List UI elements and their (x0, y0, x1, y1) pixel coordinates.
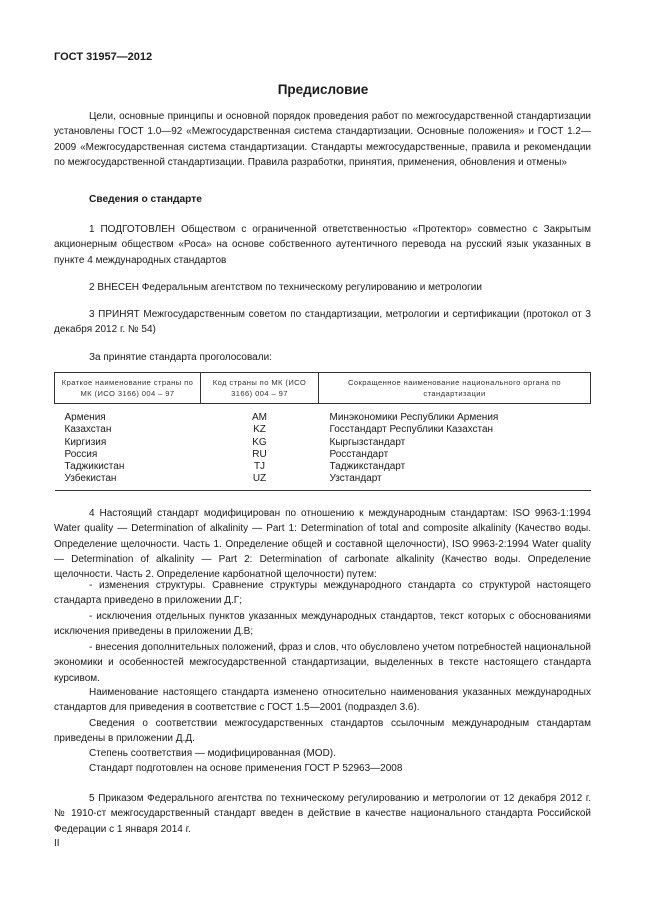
code-cell: TJ (253, 461, 266, 473)
item-5-paragraph: 5 Приказом Федерального агентства по техническому регулированию и метрологии от 12 декабря 2012 г. № 1910-ст межгосударственный стандарт введен в действие в качестве национального стандарта Российской Федерации с 1 января 2014 г. (54, 793, 591, 835)
table-row (55, 449, 591, 461)
table-row (55, 412, 591, 424)
name-change-paragraph: Наименование настоящего стандарта изменено относительно наименования указанных международных стандартов для приведения в соответствие с ГОСТ 1.5—2001 (подраздел 3.6). (54, 687, 591, 714)
country-cell: Киргизия (64, 436, 107, 448)
code-cell: KG (252, 436, 267, 448)
code-cell: UZ (252, 473, 267, 485)
modification-bullet-exclusion: - исключения отдельных пунктов указанных международных стандартов, текст которых с обоснованиями исключения приведены в приложении Д.В; (54, 611, 591, 638)
basis-line: Стандарт подготовлен на основе применения ГОСТ Р 52963—2008 (89, 763, 403, 774)
section-heading: Сведения о стандарте (89, 194, 202, 205)
body-cell: Кыргызстандарт (329, 436, 406, 448)
page-title: Предисловие (277, 82, 369, 97)
item-1-paragraph: 1 ПОДГОТОВЛЕН Обществом с ограниченной ответственностью «Протектор» совместно с Закрытым акционерным обществом «Роса» на основе собственного аутентичного перевода на русский язык указанных в пункте 4 международных стандартов (54, 224, 591, 266)
body-cell: Минэкономики Республики Армения (329, 412, 499, 423)
country-cell: Узбекистан (64, 473, 117, 485)
item-4-paragraph: 4 Настоящий стандарт модифицирован по отношению к международным стандартам: ISO 9963-1:1994 Water quality — Determination of alkalinity — Part 1: Determination of total and composite alkalinity (Качество воды. Определение щелочности. Часть 1. Определение общей и составной щелочности), ISO 9963-2:1994 Water quality — Determination of alkalinity — Part 2: Determination of carbonate alkalinity (Качество воды. Определение щелочности. Часть 2. Определение карбонатной щелочности) путем: (54, 508, 591, 581)
modification-bullet-structure: - изменения структуры. Сравнение структуры международного стандарта со структурой настоящего стандарта приведено в приложении Д.Г; (54, 580, 591, 607)
code-cell: KZ (253, 424, 266, 436)
body-cell: Росстандарт (329, 448, 389, 460)
country-cell: Россия (64, 448, 98, 460)
voting-table (54, 372, 591, 491)
vote-intro: За принятие стандарта проголосовали: (89, 352, 272, 363)
item-3-paragraph: 3 ПРИНЯТ Межгосударственным советом по стандартизации, метрологии и сертификации (протокол от 3 декабря 2012 г. № 54) (54, 309, 591, 336)
item-2-paragraph: 2 ВНЕСЕН Федеральным агентством по техническому регулированию и метрологии (89, 282, 482, 293)
header-country-code: Код страны по МК (ИСО 3166) 004 – 97 (201, 373, 319, 404)
table-row (55, 461, 591, 473)
table-header-row (55, 373, 591, 404)
country-cell: Казахстан (64, 424, 112, 436)
code-cell: RU (252, 448, 267, 460)
table-row (55, 437, 591, 449)
conformity-line: Степень соответствия — модифицированная (MOD). (89, 748, 336, 759)
country-cell: Таджикистан (64, 461, 125, 473)
header-country-name: Краткое наименование страны по МК (ИСО 3166) 004 – 97 (55, 373, 201, 404)
code-cell: AM (252, 412, 267, 423)
page-number: II (54, 838, 60, 849)
body-cell: Госстандарт Республики Казахстан (329, 424, 494, 436)
body-cell: Таджикстандарт (329, 461, 406, 473)
references-paragraph: Сведения о соответствии межгосударственных стандартов ссылочным международным стандартам приведены в приложении Д.Д. (54, 718, 591, 745)
country-cell: Армения (64, 412, 106, 423)
document-header: ГОСТ 31957—2012 (54, 51, 153, 63)
modification-bullet-additions: - внесения дополнительных положений, фраз и слов, что обусловлено учетом потребностей национальной экономики и особенностей межгосударственной стандартизации, выделенных в тексте настоящего стандарта курсивом. (54, 642, 591, 684)
table-row (55, 473, 591, 490)
intro-paragraph: Цели, основные принципы и основной порядок проведения работ по межгосударственной стандартизации установлены ГОСТ 1.0—92 «Межгосударственная система стандартизации. Основные положения» и ГОСТ 1.2—2009 «Межгосударственная система стандартизации. Стандарты межгосударственные, правила и рекомендации по межгосударственной стандартизации. Правила разработки, принятия, применения, обновления и отмены» (54, 111, 591, 168)
header-national-body: Сокращенное наименование национального органа по стандартизации (319, 373, 591, 404)
body-cell: Узстандарт (329, 473, 382, 485)
table-row (55, 424, 591, 436)
